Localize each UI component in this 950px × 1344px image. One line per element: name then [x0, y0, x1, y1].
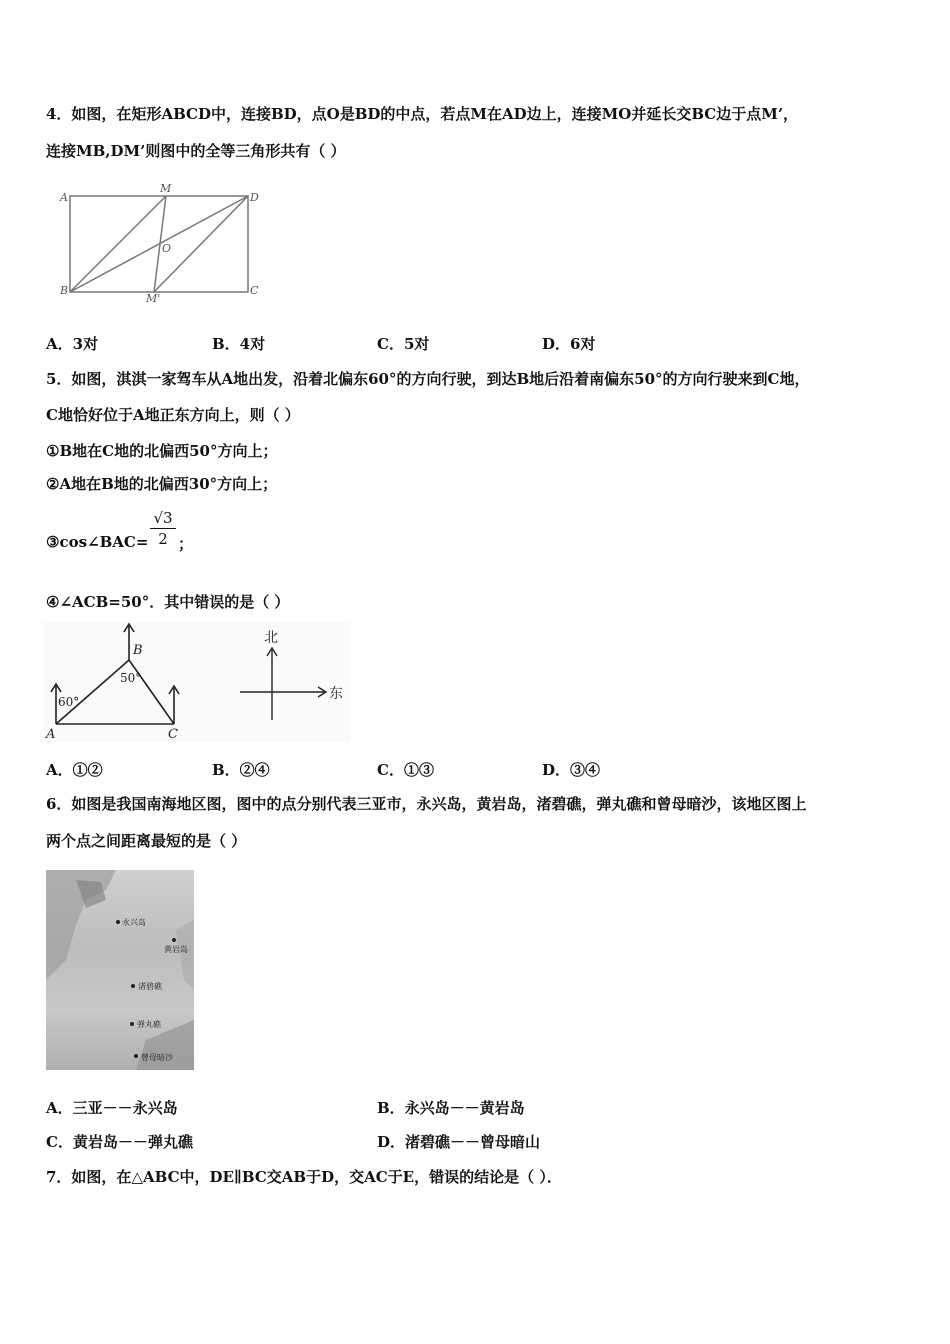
- q5-statement-1: ①B地在C地的北偏西50°方向上；: [46, 442, 278, 460]
- q4-label-b: B: [60, 284, 69, 297]
- q6-map-label-zengmu: 曾母暗沙: [141, 1053, 173, 1062]
- q6-option-a: A．三亚－－永兴岛: [46, 1099, 178, 1117]
- q5-stem-line2: C地恰好位于A地正东方向上，则（ ）: [46, 406, 300, 424]
- q4-label-d: D: [250, 191, 259, 204]
- q5-statement-4: ④∠ACB=50°．其中错误的是（ ）: [46, 593, 290, 611]
- q5-fig-label-b: B: [133, 643, 143, 658]
- q4-stem-line1: 4．如图，在矩形ABCD中，连接BD，点O是BD的中点，若点M在AD边上，连接MO并延长交BC边于点M’，: [46, 105, 799, 123]
- q4-option-a: A．3对: [46, 335, 99, 353]
- q5-fraction-numerator: √3: [153, 509, 173, 527]
- q5-option-d: D．③④: [542, 761, 601, 779]
- q5-fig-label-c: C: [168, 727, 178, 742]
- q5-fig-angle-50: 50°: [120, 671, 142, 685]
- q5-statement-3-prefix: ③cos∠BAC=: [46, 533, 149, 551]
- q5-fig-east-label: 东: [329, 686, 343, 702]
- q5-option-c: C．①③: [377, 761, 434, 779]
- q6-map-label-yongxing: 永兴岛: [122, 918, 146, 927]
- q5-fraction: [150, 509, 176, 548]
- q5-option-b: B．②④: [212, 761, 270, 779]
- q6-option-b: B．永兴岛－－黄岩岛: [377, 1099, 525, 1117]
- q6-map-label-huangyan: 黄岩岛: [164, 945, 188, 954]
- q4-option-c: C．5对: [377, 335, 430, 353]
- q5-option-a: A．①②: [46, 761, 103, 779]
- q7-stem-line1: 7．如图，在△ABC中，DE∥BC交AB于D，交AC于E，错误的结论是（ ）．: [46, 1168, 562, 1186]
- q4-option-d: D．6对: [542, 335, 596, 353]
- q6-map-label-danwan: 弹丸礁: [137, 1020, 161, 1029]
- q4-rectangle-figure: [58, 182, 268, 302]
- q6-south-china-sea-map: [46, 870, 194, 1070]
- q5-statement-3-suffix: ；: [178, 535, 194, 553]
- q6-map-label-zhubi: 渚碧礁: [138, 982, 162, 991]
- q5-fig-angle-60: 60°: [58, 695, 80, 709]
- q6-option-c: C．黄岩岛－－弹丸礁: [46, 1133, 193, 1151]
- q5-fig-label-a: A: [46, 727, 56, 742]
- q6-stem-line2: 两个点之间距离最短的是（ ）: [46, 832, 247, 850]
- q5-statement-2: ②A地在B地的北偏西30°方向上；: [46, 475, 278, 493]
- q6-option-d: D．渚碧礁－－曾母暗山: [377, 1133, 541, 1151]
- q5-fig-north-label: 北: [264, 630, 278, 646]
- q4-label-c: C: [250, 284, 259, 297]
- q4-option-b: B．4对: [212, 335, 266, 353]
- q5-direction-figure: [44, 622, 354, 746]
- q4-label-o: O: [162, 242, 172, 255]
- q6-stem-line1: 6．如图是我国南海地区图，图中的点分别代表三亚市，永兴岛，黄岩岛，渚碧礁，弹丸礁和曾母暗沙，该地区图上: [46, 795, 807, 813]
- q4-stem-line2: 连接MB,DM’则图中的全等三角形共有（ ）: [46, 142, 346, 160]
- q5-stem-line1: 5．如图，淇淇一家驾车从A地出发，沿着北偏东60°的方向行驶，到达B地后沿着南偏东50°的方向行驶来到C地，: [46, 370, 810, 388]
- q4-label-m-prime: M': [146, 292, 161, 302]
- q4-label-a: A: [60, 191, 68, 204]
- q4-label-m: M: [160, 182, 172, 195]
- q5-fraction-denominator: 2: [158, 530, 168, 548]
